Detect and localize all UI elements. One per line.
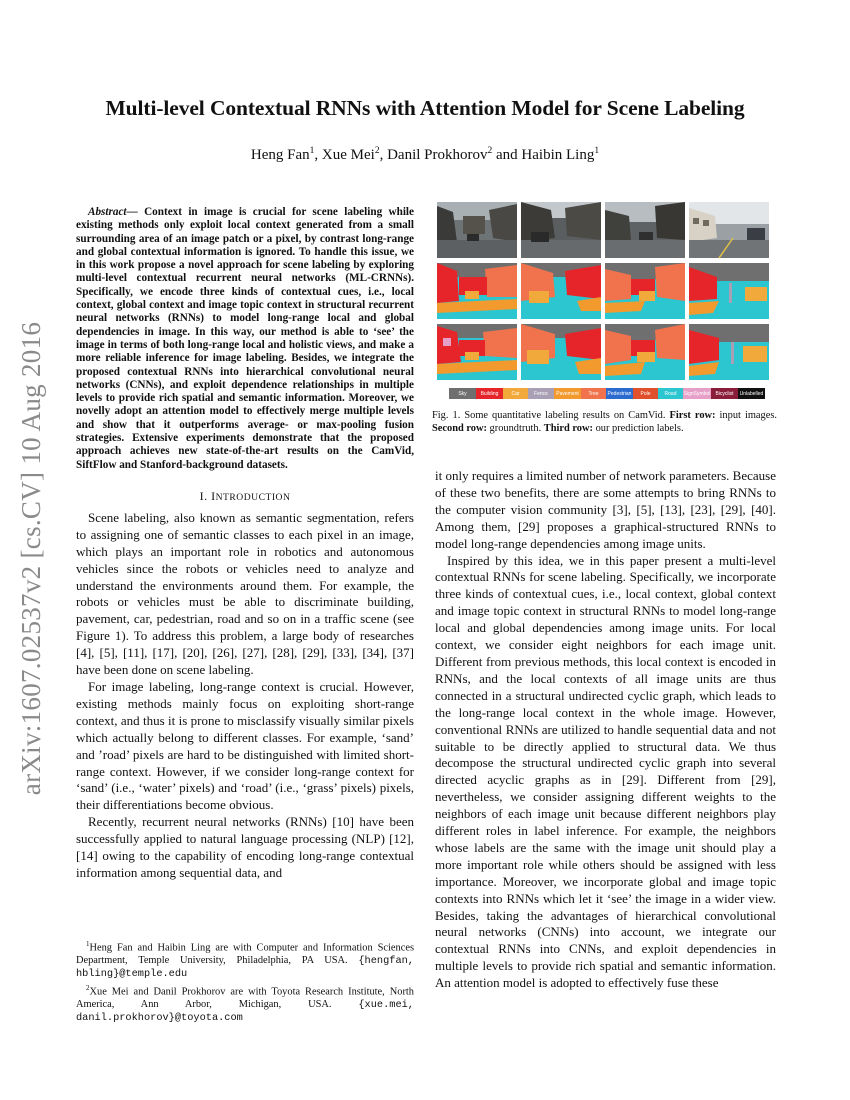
email-address[interactable]: {xue.mei, danil.prokhorov}@toyota.com xyxy=(76,999,414,1024)
paragraph: Inspired by this idea, we in this paper present a multi-level contextual RNNs for scene labeling. Specifically, we incorporate three kinds of contextual cues, i.e., local context, global context and image topic context in structural RNNs to model long-range local and global dependencies among image units. For local context, we consider eight neighbors for each image unit. Different from previous methods, this local context is encoded in RNNs, and the local contexts of all image units are thus connected in a structural undirected cyclic graph, which leads to the long-range local context in the whole image. However, conventional RNNs are utilized to handle sequential data and not suitable to be directly applied to structural data. We thus decompose the structural undirected cyclic graph into several directed acyclic graphs as in [29]. Different from [29], nevertheless, we consider assigning different weights to the neighbors of each image unit because different neighbors play different roles in label inference. For example, the neighbors whose labels are the same with the image unit should play a more important role while others should be assigned with less importance. Moreover, we incorporate global and image topic contexts into RNNs which let it ‘see’ the image in a wider view. Besides, taking the advantages of hierarchical convolutional neural networks (CNNs) into account, we integrate our contextual RNNs into CNNs, and exploit dependencies in multiple levels to provide rich spatial and semantic information. An attention model is adopted to effectively fuse these xyxy=(435,552,776,991)
groundtruth-label-map xyxy=(437,263,517,319)
legend-item: Car xyxy=(503,388,528,399)
abstract xyxy=(76,206,414,472)
prediction-label-map xyxy=(521,324,601,380)
abstract-text: — Context in image is crucial for scene labeling while existing methods only exploit local context generated from a small surrounding area of an image patch or a pixel, by contrast long-range and global contextual information is ignored. To handle this issue, we in this work propose a novel approach for scene labeling by exploring multi-level contextual recurrent neural networks (ML-CRNNs). Specifically, we encode three kinds of contextual cues, i.e., local context, global context and image topic context in structural recurrent neural networks (RNNs) to model long-range local and global dependencies in image. In this way, our method is able to ‘see’ the image in terms of both long-range local and holistic views, and make a more reliable inference for image labeling. Besides, we integrate the proposed contextual RNNs into hierarchical convolutional neural networks (CNNs), and exploit dependence relationships in multiple levels to provide rich spatial and semantic information. Moreover, we novelly adopt an attention model to effectively merge multiple levels and show that it outperforms average- or max-pooling fusion strategies. Extensive experiments demonstrate that the proposed approach achieves new state-of-the-art results on the CamVid, SiftFlow and Stanford-background datasets. xyxy=(76,206,414,471)
legend-item: Building xyxy=(476,388,503,399)
paragraph: For image labeling, long-range context is crucial. However, existing methods mainly focus on exploiting short-range context, and thus it is prone to misclassify visually similar pixels which actually belong to different classes. For example, ‘sand’ and ’road’ pixels are hard to be distinguished with limited short-range context. However, if we consider long-range context for ‘sand’ (i.e., ‘water’ pixels) and ‘road’ (i.e., ‘grass’ pixels) pixels, their differentiations become obvious. xyxy=(76,679,414,813)
figure-image-grid xyxy=(437,202,769,380)
input-image xyxy=(689,202,769,258)
paragraph: Recently, recurrent neural networks (RNNs) [10] have been successfully applied to natural language processing (NLP) [12], [14] owing to the capability of encoding long-range contextual information among sequential data, and xyxy=(76,814,414,880)
footnote: $^1$Heng Fan and Haibin Ling are with Computer and Information Sciences Department, Temple University, Philadelphia, PA USA. {hengfan, hbling}@temple.edu xyxy=(76,940,414,980)
email-address[interactable]: {hengfan, hbling}@temple.edu xyxy=(76,955,414,980)
legend-item: Fence xyxy=(528,388,554,399)
figure-1 xyxy=(437,202,769,399)
figure-caption: Fig. 1. Some quantitative labeling results on CamVid. First row: input images. Second row: groundtruth. Third row: our prediction labels. xyxy=(432,410,777,434)
legend-item: Pedestrian xyxy=(606,388,633,399)
groundtruth-label-map xyxy=(605,263,685,319)
abstract-label: Abstract xyxy=(88,206,127,218)
input-image xyxy=(521,202,601,258)
legend-item: Pavement xyxy=(554,388,581,399)
legend-item: Tree xyxy=(581,388,606,399)
prediction-label-map xyxy=(605,324,685,380)
input-image xyxy=(437,202,517,258)
paragraph: Scene labeling, also known as semantic segmentation, refers to assigning one of semantic classes to each pixel in an image, which plays an important role in robotics and autonomous vehicles since the robots or vehicles need to analyze and understand the environments around them. For example, the robots or vehicles must be able to discriminate building, pavement, car, pedestrian, road and so on in a traffic scene (see Figure 1). To address this problem, a large body of researches [4], [5], [11], [17], [20], [26], [27], [28], [29], [33], [34], [37] have been done on scene labeling. xyxy=(76,509,414,678)
paper-title: Multi-level Contextual RNNs with Attention Model for Scene Labeling xyxy=(105,96,745,120)
author: Xue Mei$^2$, xyxy=(321,146,388,163)
right-column xyxy=(435,468,776,992)
legend-item: Sky xyxy=(449,388,476,399)
arxiv-identifier-stamp xyxy=(10,288,54,828)
legend-item: Road xyxy=(658,388,683,399)
paragraph: it only requires a limited number of network parameters. Because of these two benefits, there are some attempts to bring RNNs to the computer vision community [3], [5], [13], [23], [29], [40]. Among them, [29] proposes a graphical-structured RNNs to model long-range dependencies among image units. xyxy=(435,468,776,551)
section-heading-introduction: I. INTRODUCTION xyxy=(199,488,291,503)
legend-item: Bicyclist xyxy=(711,388,738,399)
arxiv-stamp-text: arXiv:1607.02537v2 [cs.CV] 10 Aug 2016 xyxy=(16,321,47,795)
author: Heng Fan$^1$, xyxy=(250,146,322,163)
left-column xyxy=(76,206,414,882)
author: Danil Prokhorov$^2$ and xyxy=(387,146,522,163)
groundtruth-label-map xyxy=(521,263,601,319)
author-list xyxy=(70,146,780,164)
legend-item: Pole xyxy=(633,388,658,399)
author: Haibin Ling$^1$ xyxy=(521,146,600,163)
footnote: $^2$Xue Mei and Danil Prokhorov are with Toyota Research Institute, North America, Ann Arbor, Michigan, USA. {xue.mei, danil.prokhorov}@toyota.com xyxy=(76,984,414,1024)
footnotes xyxy=(76,938,414,1027)
groundtruth-label-map xyxy=(689,263,769,319)
prediction-label-map xyxy=(689,324,769,380)
legend-item: SignSymbol xyxy=(683,388,711,399)
class-color-legend xyxy=(449,388,769,399)
legend-item: Unlabelled xyxy=(738,388,765,399)
input-image xyxy=(605,202,685,258)
prediction-label-map xyxy=(437,324,517,380)
